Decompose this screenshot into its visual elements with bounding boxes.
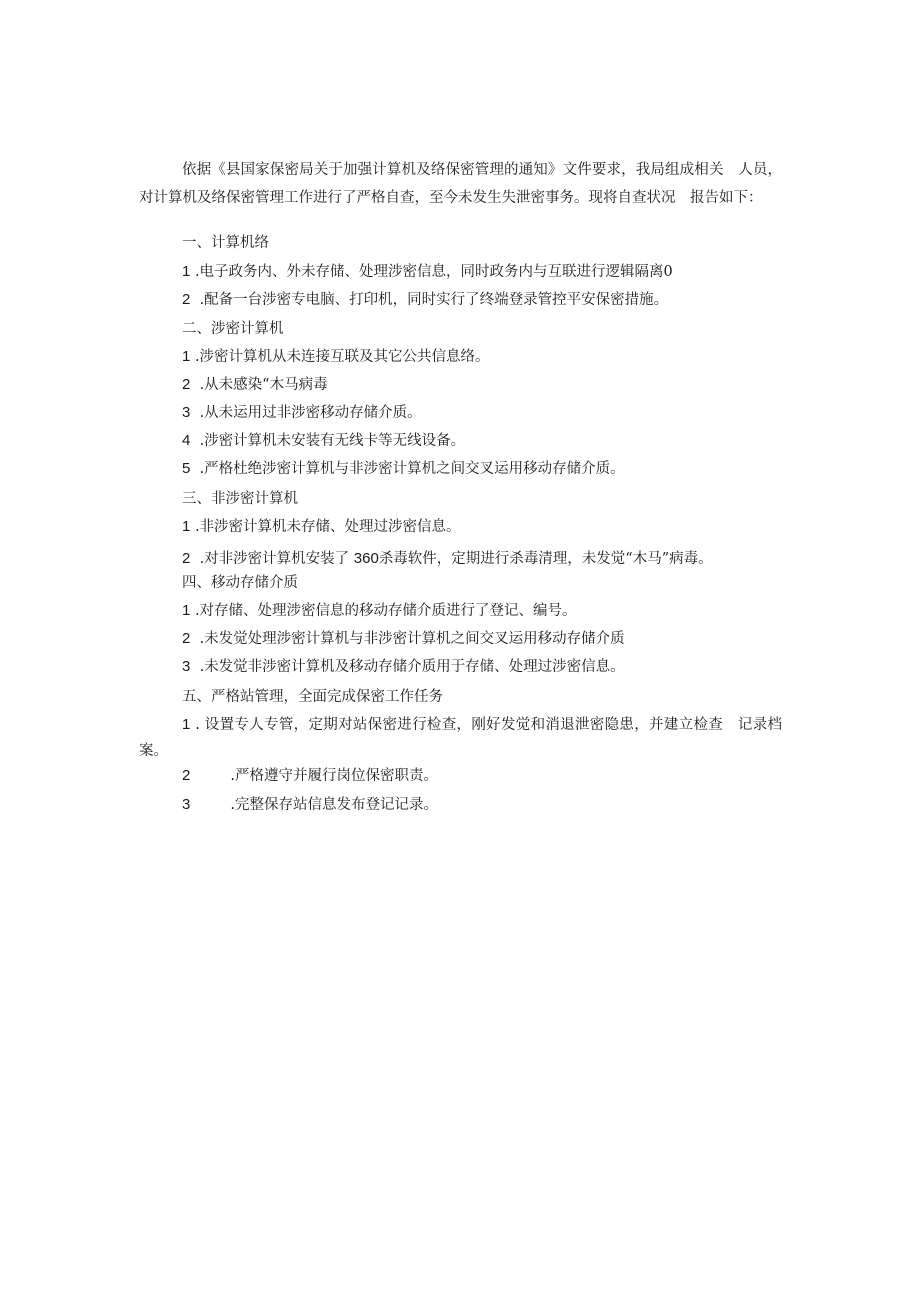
- item-number: 1: [182, 602, 191, 619]
- list-item: [182, 517, 461, 537]
- list-item: [182, 549, 713, 569]
- section-heading-4: 四、移动存储介质: [182, 575, 298, 591]
- list-item: [182, 629, 625, 649]
- list-item: [182, 795, 438, 815]
- list-item: [182, 431, 465, 451]
- item-number: 5: [182, 460, 191, 477]
- list-item: [182, 601, 577, 621]
- item-number: 2: [182, 630, 191, 647]
- item-number: 2: [182, 767, 191, 784]
- item-number: 3: [182, 404, 191, 421]
- list-item: [182, 459, 625, 479]
- list-item: [182, 375, 328, 395]
- list-item: [182, 403, 422, 423]
- intro-paragraph: 依据《县国家保密局关于加强计算机及络保密管理的通知》文件要求，我局组成相关 人员，对计算机及络保密管理工作进行了严格自查，至今未发生失泄密事务。现将自查状况 报告如下：: [139, 162, 782, 206]
- section-heading-2: 二、涉密计算机: [182, 321, 284, 337]
- item-number: 2: [182, 550, 191, 567]
- item-text: .电子政务内、外未存储、处理涉密信息，同时政务内与互联进行逻辑隔离0: [194, 264, 673, 280]
- section-heading-5: 五、严格站管理，全面完成保密工作任务: [182, 689, 443, 705]
- list-item: [182, 290, 668, 310]
- item-text: .涉密计算机未安装有无线卡等无线设备。: [199, 433, 466, 449]
- item-text: 杀毒软件，定期进行杀毒清理，未发觉“木马”病毒。: [378, 551, 713, 567]
- item-text: .从未运用过非涉密移动存储介质。: [199, 405, 422, 421]
- item-number: 3: [182, 658, 191, 675]
- item-text: .严格杜绝涉密计算机与非涉密计算机之间交叉运用移动存储介质。: [199, 461, 625, 477]
- item-text: .对非涉密计算机安装了: [199, 551, 354, 567]
- item-number: 2: [182, 291, 191, 308]
- item-number: 1: [182, 348, 191, 365]
- item-number-inline: 360: [353, 550, 379, 567]
- item-text: .从未感染“木马病毒: [199, 377, 328, 393]
- item-number: 4: [182, 432, 191, 449]
- item-number: 1: [182, 263, 191, 280]
- item-text: .完整保存站信息发布登记记录。: [230, 797, 438, 813]
- list-item: [182, 347, 490, 367]
- list-item: [139, 712, 782, 764]
- item-text: .对存储、处理涉密信息的移动存储介质进行了登记、编号。: [194, 603, 577, 619]
- item-number: 3: [182, 796, 191, 813]
- item-text: .涉密计算机从未连接互联及其它公共信息络。: [194, 349, 490, 365]
- section-heading-3: 三、非涉密计算机: [182, 491, 298, 507]
- item-text: . 设置专人专管，定期对站保密进行检查，刚好发觉和消退泄密隐患，并建立检查 记录档案。: [139, 717, 783, 759]
- list-item: [182, 766, 438, 786]
- list-item: [182, 657, 625, 677]
- item-number: 1: [182, 518, 191, 535]
- list-item: [182, 262, 673, 282]
- item-text: .未发觉处理涉密计算机与非涉密计算机之间交叉运用移动存储介质: [199, 631, 625, 647]
- item-text: .配备一台涉密专电脑、打印机，同时实行了终端登录管控平安保密措施。: [199, 292, 669, 308]
- item-text: .严格遵守并履行岗位保密职责。: [230, 768, 438, 784]
- item-text: .非涉密计算机未存储、处理过涉密信息。: [194, 519, 461, 535]
- item-number: 1: [182, 716, 191, 733]
- section-heading-1: 一、计算机络: [182, 235, 269, 251]
- item-text: .未发觉非涉密计算机及移动存储介质用于存储、处理过涉密信息。: [199, 659, 625, 675]
- item-number: 2: [182, 376, 191, 393]
